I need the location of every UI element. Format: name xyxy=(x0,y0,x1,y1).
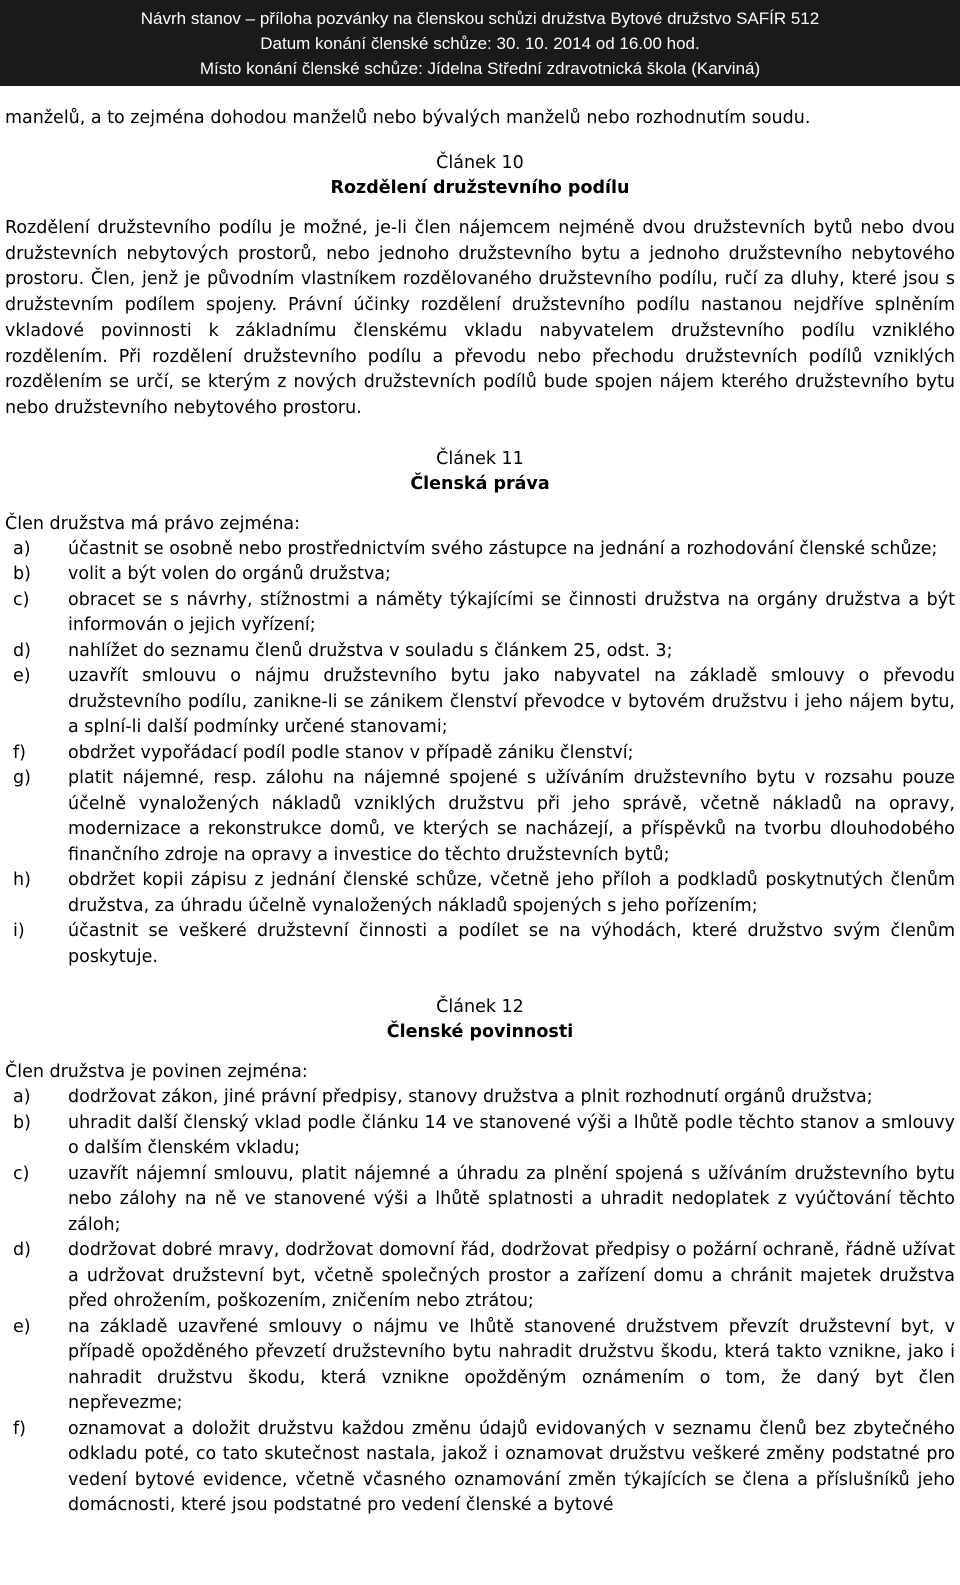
list-item-text: uhradit další členský vklad podle článku 14 ve stanovené výši a lhůtě podle těchto stanov a smlouvy o dalším členském vkladu; xyxy=(68,1112,955,1159)
document-body xyxy=(0,106,960,1519)
list-item-text: uzavřít smlouvu o nájmu družstevního bytu jako nabyvatel na základě smlouvy o převodu družstevního podílu, zanikne-li se zánikem členství převodce v bytovém družstvu i jeho nájem bytu, a splní-li další podmínky určené stanovami; xyxy=(68,666,955,738)
list-marker: i) xyxy=(13,921,25,942)
list-item-text: uzavřít nájemní smlouvu, platit nájemné a úhradu za plnění spojená s užíváním družstevního bytu nebo zálohy na ně ve stanovené výši a lhůtě splatnosti a uhradit nedoplatek z vyúčtování těchto záloh; xyxy=(68,1163,955,1235)
article-number: Článek 12 xyxy=(436,997,524,1018)
header-line-date: Datum konání členské schůze: 30. 10. 2014 od 16.00 hod. xyxy=(260,34,700,53)
list-marker: c) xyxy=(13,1163,30,1184)
list-marker: h) xyxy=(13,870,31,891)
list-item-text: dodržovat zákon, jiné právní předpisy, stanovy družstva a plnit rozhodnutí orgánů družstva; xyxy=(68,1087,873,1108)
list-item xyxy=(5,562,955,588)
article-title: Členské povinnosti xyxy=(386,1022,574,1043)
continued-text: manželů, a to zejména dohodou manželů nebo bývalých manželů nebo rozhodnutím soudu. xyxy=(5,108,811,128)
article-12 xyxy=(5,995,955,1519)
article-number: Článek 10 xyxy=(436,153,524,173)
list-item-text: platit nájemné, resp. zálohu na nájemné spojené s užíváním družstevního bytu v rozsahu pouze účelně vynaložených nákladů vzniklých družstvu při jeho správě, včetně nákladů na opravy, modernizace a rekonstrukce domů, ve kterých se nacházejí, a příspěvků na tvorbu dlouhodobého finančního zdroje na opravy a investice do těchto družstevních bytů; xyxy=(68,768,955,865)
list-marker: b) xyxy=(13,564,31,585)
list-item xyxy=(5,919,955,970)
list-item-text: účastnit se veškeré družstevní činnosti a podílet se na výhodách, které družstvo svým členům poskytuje. xyxy=(68,921,955,967)
document-header xyxy=(0,0,960,86)
rights-list xyxy=(5,537,955,971)
list-marker: e) xyxy=(13,1316,31,1337)
article-number: Článek 11 xyxy=(436,448,524,469)
list-marker: f) xyxy=(13,1418,26,1439)
list-item xyxy=(5,1417,955,1519)
list-item-text: účastnit se osobně nebo prostřednictvím svého zástupce na jednání a rozhodování členské schůze; xyxy=(68,538,938,559)
header-line-place: Místo konání členské schůze: Jídelna Střední zdravotnická škola (Karviná) xyxy=(199,59,761,78)
list-item-text: obdržet vypořádací podíl podle stanov v případě zániku členství; xyxy=(68,742,634,763)
list-item xyxy=(5,664,955,741)
duties-list xyxy=(5,1085,955,1519)
list-item xyxy=(5,537,955,563)
list-item-text: nahlížet do seznamu členů družstva v souladu s článkem 25, odst. 3; xyxy=(68,640,673,661)
list-item xyxy=(5,588,955,639)
list-marker: d) xyxy=(13,640,31,661)
list-marker: f) xyxy=(13,742,26,763)
list-marker: a) xyxy=(13,538,31,559)
list-marker: g) xyxy=(13,768,31,789)
list-item xyxy=(5,1162,955,1239)
list-item xyxy=(5,1315,955,1417)
list-marker: d) xyxy=(13,1240,31,1261)
list-item-text: volit a být volen do orgánů družstva; xyxy=(68,564,391,585)
article-intro: Člen družstva má právo zejména: xyxy=(5,513,301,534)
list-marker: a) xyxy=(13,1087,31,1108)
list-marker: e) xyxy=(13,666,31,687)
article-title: Rozdělení družstevního podílu xyxy=(330,178,630,198)
list-marker: c) xyxy=(13,589,30,610)
list-item xyxy=(5,1085,955,1111)
header-line-title: Návrh stanov – příloha pozvánky na členskou schůzi družstva Bytové družstvo SAFÍR 512 xyxy=(140,9,820,28)
list-item xyxy=(5,1111,955,1162)
list-marker: b) xyxy=(13,1112,31,1133)
article-10 xyxy=(5,151,955,422)
list-item-text: na základě uzavřené smlouvy o nájmu ve lhůtě stanovené družstvem převzít družstevní byt, v případě opožděného převzetí družstevního bytu nahradit družstvu škodu, která takto vznikne, jako i nahradit družstvu škodu, která vznikne opožděným oznámením o tom, že daný byt člen nepřevezme; xyxy=(68,1316,955,1414)
list-item-text: oznamovat a doložit družstvu každou změnu údajů evidovaných v seznamu členů bez zbytečného odkladu poté, co tato skutečnost nastala, jakož i oznamovat družstvu veškeré změny podstatné pro vedení bytové evidence, včetně včasného oznamování změn týkajících se člena a příslušníků jeho domácnosti, které jsou podstatné pro vedení členské a bytové xyxy=(68,1418,955,1516)
article-title: Členská práva xyxy=(410,473,550,494)
article-intro: Člen družstva je povinen zejména: xyxy=(5,1062,308,1083)
article-paragraph: Rozdělení družstevního podílu je možné, je-li člen nájemcem nejméně dvou družstevních bytů nebo dvou družstevních nebytových prostorů, nebo jednoho družstevního bytu a jednoho družstevního nebytového prostoru. Člen, jenž je původním vlastníkem rozdělovaného družstevního podílu, ručí za dluhy, které jsou s družstevním podílem spojeny. Právní účinky rozdělení družstevního podílu nastanou nejdříve splněním vkladové povinnosti k základnímu členskému vkladu nabyvatelem družstevního podílu vzniklého rozdělením. Při rozdělení družstevního podílu a převodu nebo přechodu družstevních podílů vzniklých rozdělením se určí, se kterým z nových družstevních podílů bude spojen nájem kterého družstevního bytu nebo družstevního nebytového prostoru. xyxy=(5,218,955,418)
list-item xyxy=(5,766,955,868)
list-item-text: obracet se s návrhy, stížnostmi a náměty týkajícími se činnosti družstva na orgány družstva a být informován o jejich vyřízení; xyxy=(68,589,955,636)
list-item-text: dodržovat dobré mravy, dodržovat domovní řád, dodržovat předpisy o požární ochraně, řádně užívat a udržovat družstevní byt, včetně společných prostor a zařízení domu a chránit majetek družstva před ohrožením, poškozením, zničením nebo ztrátou; xyxy=(68,1240,955,1312)
list-item-text: obdržet kopii zápisu z jednání členské schůze, včetně jeho příloh a podkladů poskytnutých členům družstva, za úhradu účelně vynaložených nákladů spojených s jeho pořízením; xyxy=(68,870,955,916)
list-item xyxy=(5,868,955,919)
list-item xyxy=(5,639,955,665)
list-item xyxy=(5,741,955,767)
list-item xyxy=(5,1238,955,1315)
article-11 xyxy=(5,447,955,971)
